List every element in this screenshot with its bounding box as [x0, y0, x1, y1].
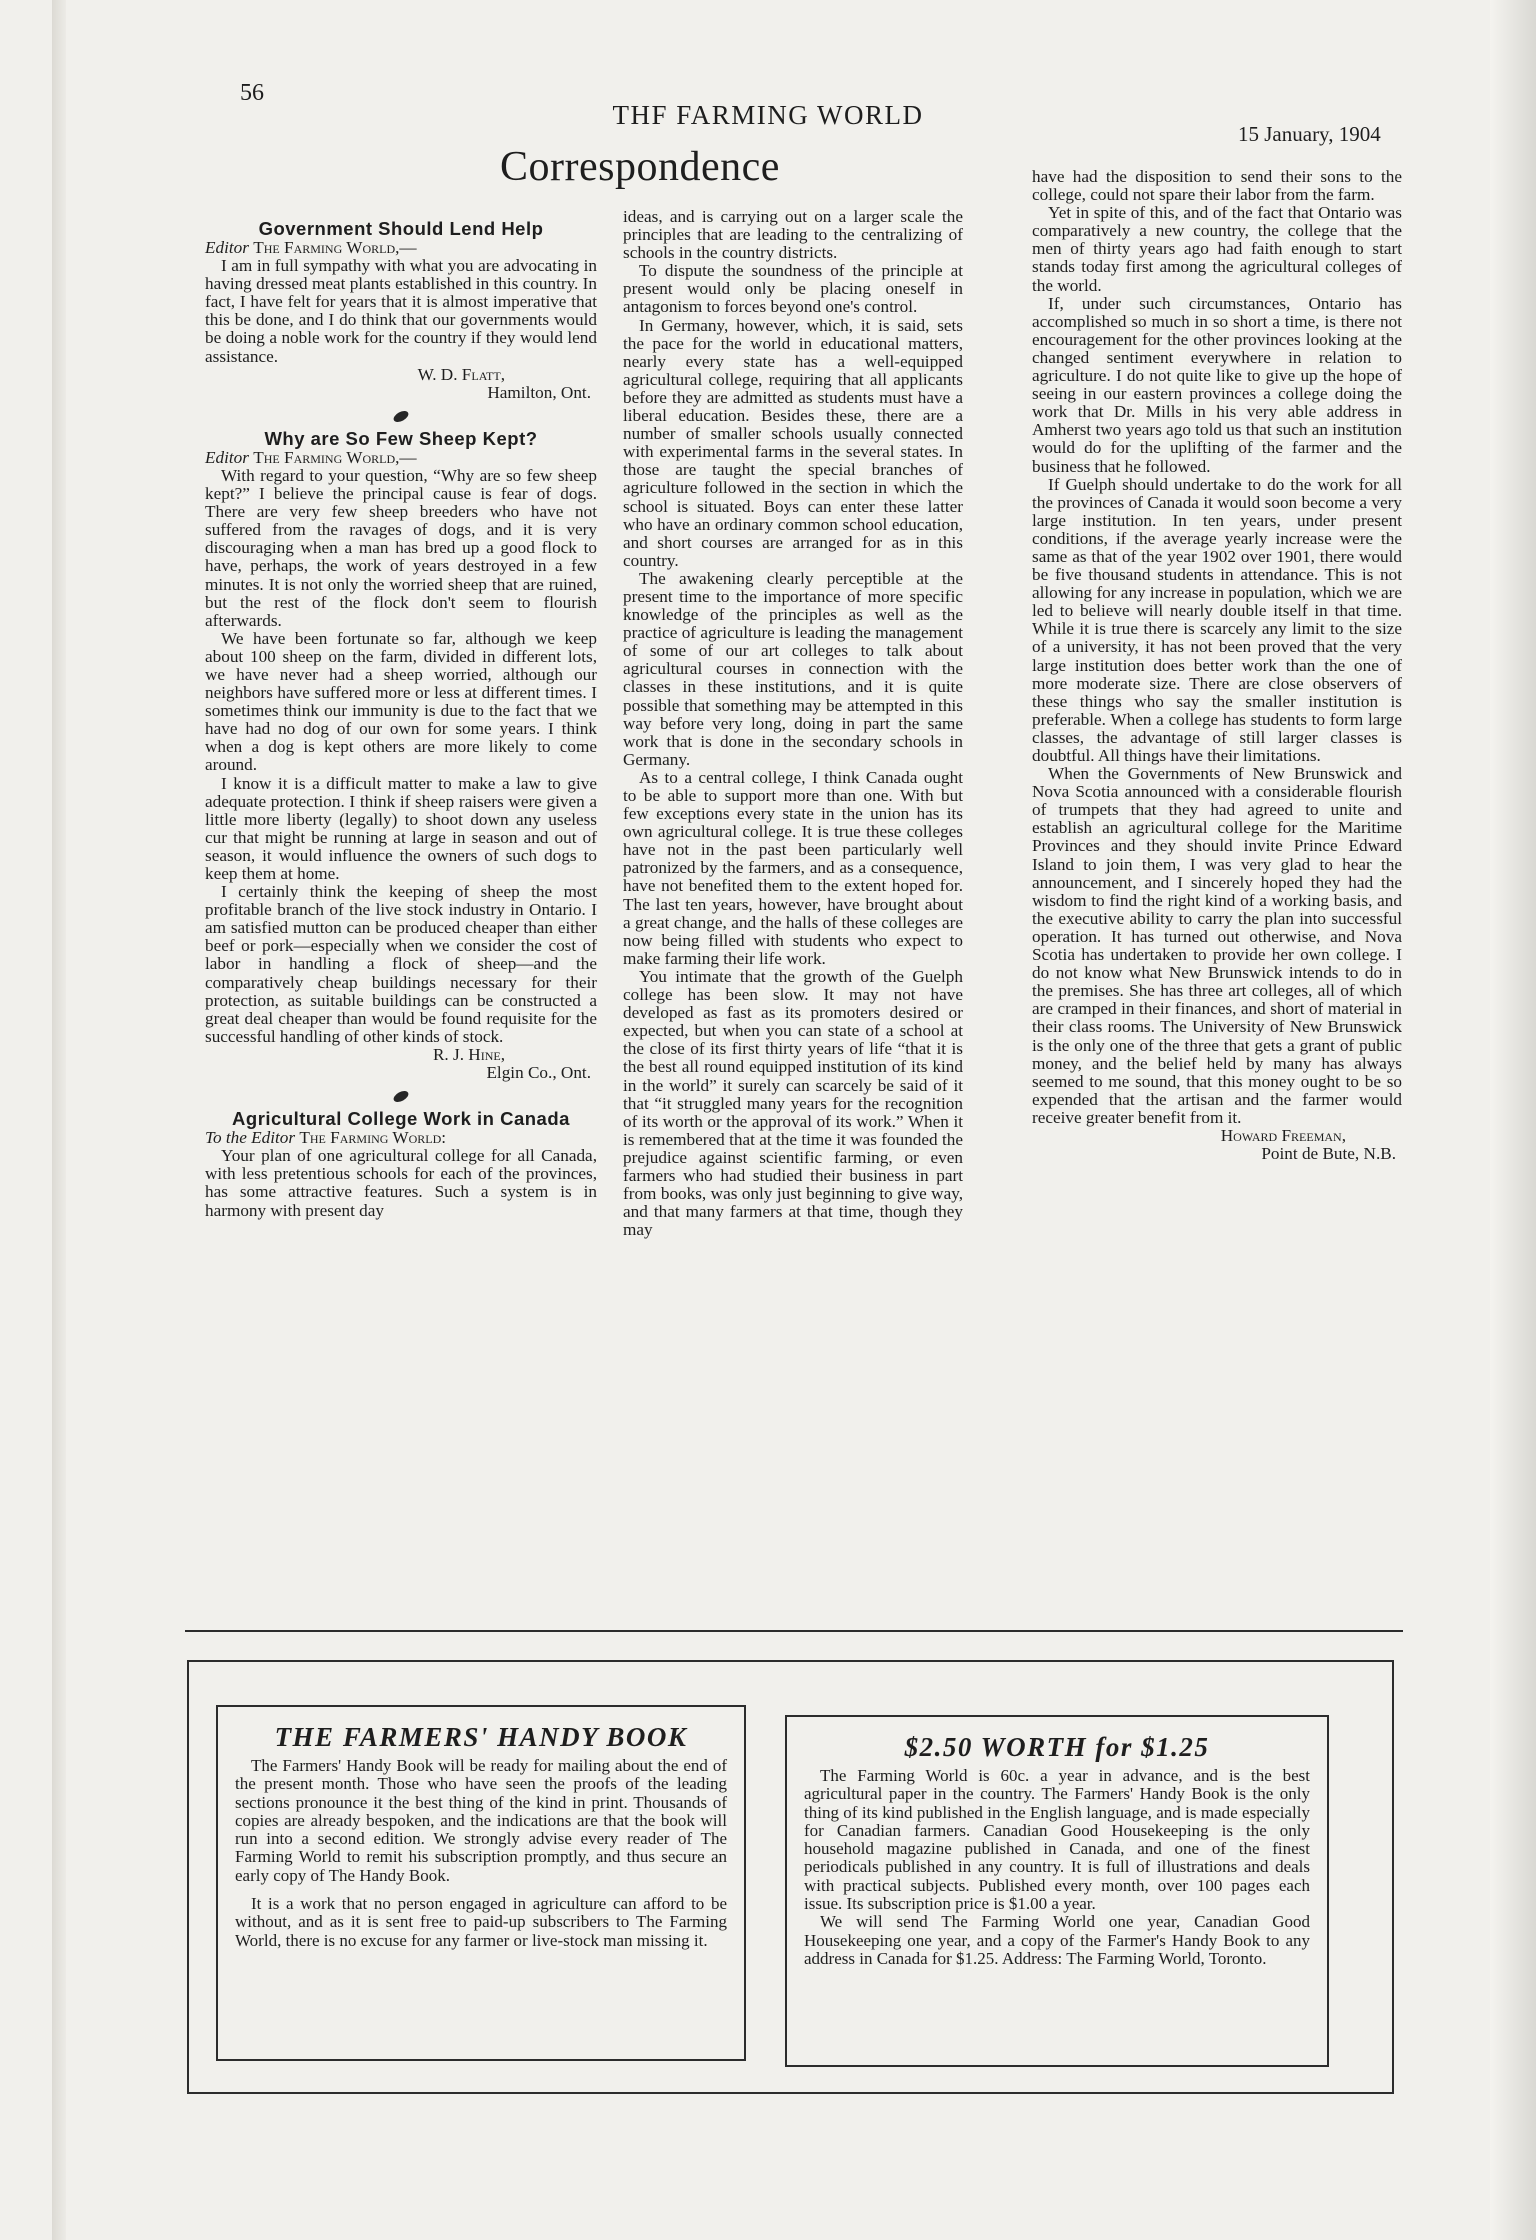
paragraph: If Guelph should undertake to do the work for all the provinces of Canada it would soon become a very large institution. In ten years, under present conditions, if the average yearly increase were the same as that of the year 1902 over 1901, there would be five thousand students in attendance. This is not allowing for any increase in population, which we are led to believe will nearly double itself in that time. While it is true there is scarcely any limit to the size of a university, it has not been proved that the very large institution does better work than the one of more moderate size. There are close observers of these things who say the smaller institution is preferable. When a college has students to form large classes, the advantage of still larger classes is doubtful. All things have their limitations.: [1032, 474, 1402, 765]
ad-title: THE FARMERS' HANDY BOOK: [274, 1722, 688, 1752]
column-1: [205, 218, 597, 1220]
paragraph: I certainly think the keeping of sheep the most profitable branch of the live stock industry in Ontario. I am satisfied mutton can be produced cheaper than either beef or pork—especially when we consider the cost of labor in handling a flock of sheep—and the comparatively cheap buildings necessary for their protection, as suitable buildings can be constructed a great deal cheaper than would be found requisite for the successful handling of other kinds of stock.: [205, 882, 597, 1046]
ad-title: $2.50 WORTH for $1.25: [904, 1732, 1210, 1762]
leaf-ornament-icon: [205, 410, 597, 424]
article-heading-college: Agricultural College Work in Canada: [232, 1108, 570, 1130]
binding-shadow: [52, 0, 66, 2240]
paragraph: Your plan of one agricultural college for all Canada, with less pretentious schools for each of the provinces, has some attractive features. Such a system is in harmony with present day: [205, 1146, 597, 1220]
paragraph: With regard to your question, “Why are so few sheep kept?” I believe the principal cause is fear of dogs. There are very few sheep breeders who have not suffered from the ravages of dogs, and it is very discouraging when a man has bred up a good flock to have, perhaps, the work of years destroyed in a few minutes. It is not only the worried sheep that are ruined, but the rest of the flock don't seem to flourish afterwards.: [205, 465, 597, 630]
ad-paragraph: The Farmers' Handy Book will be ready for mailing about the end of the present month. Those who have seen the proofs of the leading sections pronounce it the best thing of the kind in print. Thousands of copies are already bespoken, and the indications are that the book will run into a second edition. We strongly advise every reader of The Farming World to remit his subscription promptly, and thus secure an early copy of The Handy Book.: [235, 1756, 727, 1885]
column-3: [1032, 168, 1402, 1163]
ad-handy-book: [216, 1705, 746, 2061]
salutation: To the Editor The Farming World:: [205, 1128, 447, 1148]
ad-paragraph: It is a work that no person engaged in agriculture can afford to be without, and as it is sent free to paid-up subscribers to The Farming World, there is no excuse for any farmer or live-stock man missing it.: [235, 1894, 727, 1950]
paragraph: If, under such circumstances, Ontario has accomplished so much in so short a time, is there not encouragement for the other provinces looking at the changed sentiment everywhere in relation to agriculture. I do not quite like to give up the hope of seeing in our eastern provinces a college doing the work that Dr. Mills in his very able address in Amherst two years ago told us that such an institution would do for the uplifting of the farmer and the business that he followed.: [1032, 293, 1402, 476]
ad-subscription-offer: [785, 1715, 1329, 2067]
paragraph: The awakening clearly perceptible at the present time to the importance of more specific knowledge of the principles as well as the practice of agriculture is leading the management of some of our art colleges to talk about agricultural courses in connection with the classes in these institutions, and it is quite possible that something may be attempted in this way before very long, doing in part the same work that is done in the secondary schools in Germany.: [623, 568, 963, 769]
paragraph: To dispute the soundness of the principle at present would only be placing oneself in antagonism to forces beyond one's control.: [623, 261, 963, 317]
signature-place: Point de Bute, N.B.: [1261, 1144, 1396, 1164]
section-divider-rule: [185, 1630, 1403, 1632]
salutation: Editor The Farming World,—: [205, 447, 417, 467]
paragraph: ideas, and is carrying out on a larger scale the principles that are leading to the centralizing of schools in the country districts.: [623, 207, 963, 263]
signature-place: Hamilton, Ont.: [487, 382, 591, 402]
paragraph: When the Governments of New Brunswick and Nova Scotia announced with a considerable flourish of trumpets that they had agreed to unite and establish an agricultural college for the Maritime Provinces and they should invite Prince Edward Island to join them, I was very glad to hear the announcement, and I sincerely hoped they had the wisdom to find the right kind of a working basis, and the executive ability to carry the plan into successful operation. It has turned out otherwise, and Nova Scotia has undertaken to provide her own college. I do not know what New Brunswick intends to do in the premises. She has three art colleges, all of which are cramped in their finances, and short of material in their class rooms. The University of New Brunswick is the only one of the three that gets a grant of public money, and the belief held by many has always seemed to me sound, that this money ought to be so expended that the artisan and the farmer would receive greater benefit from it.: [1032, 764, 1402, 1127]
paragraph: Yet in spite of this, and of the fact that Ontario was comparatively a new country, the college that the men of thirty years ago had faith enough to start stands today first among the agricultural colleges of the world.: [1032, 203, 1402, 295]
paragraph: We have been fortunate so far, although we keep about 100 sheep on the farm, divided in different lots, we have never had a sheep worried, although our neighbors have suffered more or less at different times. I sometimes think our immunity is due to the fact that we have had no dog of our own for some years. I think when a dog is kept others are more likely to come around.: [205, 628, 597, 775]
issue-date: 15 January, 1904: [1238, 122, 1381, 146]
article-heading-sheep: Why are So Few Sheep Kept?: [264, 427, 538, 449]
signature-name: W. D. Flatt,: [417, 364, 505, 384]
paragraph: In Germany, however, which, it is said, sets the pace for the world in educational matters, nearly every state has a well-equipped agricultural college, requiring that all applicants before they are admitted as students must have a liberal education. Besides these, there are a number of smaller schools usually connected with experimental farms in the several states. In those are taught the special branches of agriculture followed in the section in which the school is situated. Boys can enter these latter who have an ordinary common school education, and short courses are arranged for as in this country.: [623, 315, 963, 570]
article-heading-government: Government Should Lend Help: [258, 218, 544, 239]
page-number: 56: [240, 80, 264, 106]
paragraph: As to a central college, I think Canada ought to be able to support more than one. With but few exceptions every state in the union has its own agricultural college. It is true these colleges have not in the past been particularly well patronized by the farmers, and as a consequence, have not benefited them to the extent hoped for. The last ten years, however, have brought about a great change, and the halls of these colleges are now being filled with students who expect to make farming their life work.: [623, 767, 963, 968]
paragraph: I am in full sympathy with what you are advocating in having dressed meat plants established in this country. In fact, I have felt for years that it is almost imperative that this be done, and I do think that our governments would be doing a noble work for the country if they would lend assistance.: [205, 256, 597, 366]
section-title: Correspondence: [500, 144, 780, 190]
leaf-ornament-icon: [205, 1090, 597, 1104]
paragraph: You intimate that the growth of the Guelph college has been slow. It may not have developed as fast as its promoters desired or expected, but when you can state of a school at the close of its first thirty years of life “that it is the best all round equipped institution of its kind in the world” it surely can scarcely be said of it that “it struggled many years for the recognition of its worth or the approval of its work.” When it is remembered that at the time it was founded the prejudice against scientific farming, or even farmers who had studied their business in part from books, was only just beginning to give way, and that many farmers at that time, though they may: [623, 966, 963, 1240]
signature-place: Elgin Co., Ont.: [486, 1063, 591, 1083]
paragraph: have had the disposition to send their sons to the college, could not spare their labor from the farm.: [1032, 167, 1402, 205]
salutation: Editor The Farming World,—: [205, 238, 417, 257]
page-edge-shadow: [1490, 0, 1536, 2240]
ad-paragraph: The Farming World is 60c. a year in advance, and is the best agricultural paper in the country. The Farmers' Handy Book is the only thing of its kind published in the English language, and is made especially for Canadian farmers. Canadian Good Housekeeping is the only household magazine published in Canada, and one of the finest periodicals published in any country. It is full of illustrations and deals with practical subjects. Published every month, over 100 pages each issue. Its subscription price is $1.00 a year.: [804, 1766, 1310, 1914]
ad-paragraph: We will send The Farming World one year, Canadian Good Housekeeping one year, and a copy of the Farmer's Handy Book to any address in Canada for $1.25. Address: The Farming World, Toronto.: [804, 1912, 1310, 1968]
signature-name: Howard Freeman,: [1220, 1125, 1346, 1145]
running-head: THF FARMING WORLD: [612, 100, 924, 130]
signature-name: R. J. Hine,: [432, 1044, 505, 1064]
column-2: [623, 208, 963, 1239]
paragraph: I know it is a difficult matter to make a law to give adequate protection. I think if sheep raisers were given a little more liberty (legally) to shoot down any useless cur that might be running at large in season and out of season, it would influence the owners of such dogs to keep them at home.: [205, 773, 597, 883]
